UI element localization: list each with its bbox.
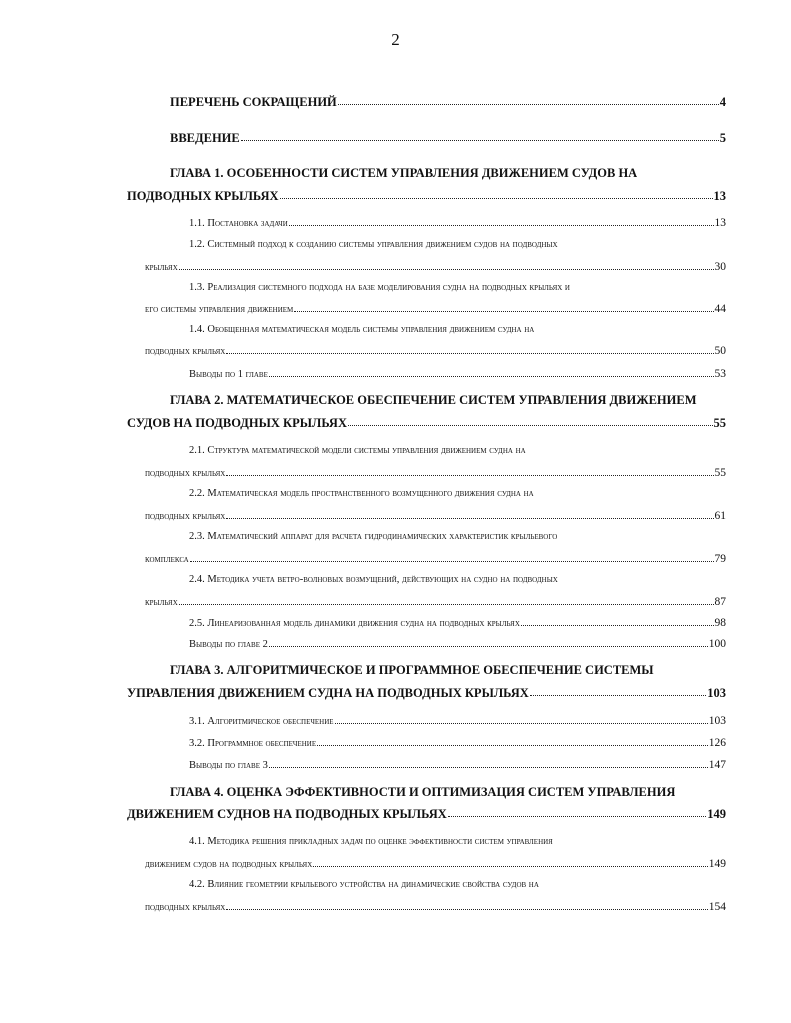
toc-entry-chapter-3-title: УПРАВЛЕНИЯ ДВИЖЕНИЕМ СУДНА НА ПОДВОДНЫХ КРЫЛЬЯХ: [127, 686, 529, 700]
dot-leader: [335, 713, 708, 724]
section-title-line1: 2.4. Методика учета ветро-волновых возмущений, действующих на судно на подводных: [189, 574, 558, 585]
toc-entry-chapter-4-page: 149: [707, 807, 726, 821]
section-title-line1: 2.3. Математический аппарат для расчета гидродинамических характеристик крыльевого: [189, 531, 558, 542]
dot-leader: [226, 343, 713, 354]
toc-entry-section-page: 149: [708, 858, 726, 870]
toc-entry-section-page: 98: [714, 617, 726, 629]
toc-entry-chapter-4-title: ДВИЖЕНИЕМ СУДНОВ НА ПОДВОДНЫХ КРЫЛЬЯХ: [127, 807, 447, 821]
toc-entry-abbreviations-title: ПЕРЕЧЕНЬ СОКРАЩЕНИЙ: [170, 95, 337, 109]
toc-entry-section[interactable]: [189, 713, 726, 729]
dot-leader: [226, 899, 707, 910]
toc-entry-introduction-title: ВВЕДЕНИЕ: [170, 131, 240, 145]
toc-entry-abbreviations-page: 4: [719, 95, 726, 109]
page-number: 2: [391, 30, 400, 49]
toc-entry-chapter-2[interactable]: [127, 415, 726, 431]
dot-leader: [317, 735, 708, 746]
toc-entry-section-title: движением судов на подводных крыльях: [145, 859, 313, 870]
toc-entry-section-title: крыльях: [145, 597, 178, 608]
section-title-line1: 2.1. Структура математической модели системы управления движением судна на: [189, 445, 526, 456]
toc-entry-section-title: 1.1. Постановка задачи: [189, 218, 288, 229]
toc-entry-section[interactable]: [189, 757, 726, 773]
toc-entry-section[interactable]: [145, 594, 726, 610]
toc-entry-section-page: 154: [708, 901, 726, 913]
toc-entry-section[interactable]: [145, 465, 726, 481]
dot-leader: [226, 465, 713, 476]
toc-entry-section-title: подводных крыльях: [145, 468, 226, 479]
dot-leader: [338, 94, 719, 105]
section-title-line1: 1.3. Реализация системного подхода на базе моделирования судна на подводных крыльях и: [189, 282, 570, 293]
dot-leader: [294, 301, 713, 312]
section-title-line1: 1.4. Обобщенная математическая модель системы управления движением судна на: [189, 324, 535, 335]
toc-entry-chapter-2-title: СУДОВ НА ПОДВОДНЫХ КРЫЛЬЯХ: [127, 416, 347, 430]
dot-leader: [241, 130, 719, 141]
toc-entry-section[interactable]: [145, 856, 726, 872]
toc-entry-section[interactable]: [189, 636, 726, 652]
toc-entry-chapter-4[interactable]: [127, 806, 726, 822]
toc-entry-section-page: 53: [714, 368, 726, 380]
toc-entry-introduction-page: 5: [719, 131, 726, 145]
chapter-heading-line1: ГЛАВА 2. МАТЕМАТИЧЕСКОЕ ОБЕСПЕЧЕНИЕ СИСТЕМ УПРАВЛЕНИЯ ДВИЖЕНИЕМ: [170, 393, 697, 407]
dot-leader: [280, 188, 713, 199]
dot-leader: [269, 366, 714, 377]
toc-entry-section[interactable]: [145, 259, 726, 275]
dot-leader: [448, 806, 706, 817]
toc-entry-section-title: 3.1. Алгоритмическое обеспечение: [189, 716, 334, 727]
toc-entry-section[interactable]: [189, 366, 726, 382]
toc-entry-section[interactable]: [145, 343, 726, 359]
toc-entry-chapter-1-title: ПОДВОДНЫХ КРЫЛЬЯХ: [127, 189, 279, 203]
dot-leader: [226, 508, 713, 519]
toc-entry-section[interactable]: [145, 551, 726, 567]
toc-entry-section-page: 79: [714, 553, 726, 565]
section-title-line1: 1.2. Системный подход к созданию системы управления движением судов на подводных: [189, 239, 558, 250]
toc-entry-section-page: 87: [714, 596, 726, 608]
toc-entry-section[interactable]: [189, 735, 726, 751]
dot-leader: [269, 636, 708, 647]
toc-entry-section-page: 61: [714, 510, 726, 522]
toc-entry-section-title: 2.5. Линеаризованная модель динамики движения судна на подводных крыльях: [189, 618, 520, 629]
toc-entry-section-title: Выводы по 1 главе: [189, 369, 268, 380]
dot-leader: [269, 757, 708, 768]
toc-entry-section-page: 100: [708, 638, 726, 650]
toc-entry-section-page: 44: [714, 303, 726, 315]
chapter-heading-line1: ГЛАВА 4. ОЦЕНКА ЭФФЕКТИВНОСТИ И ОПТИМИЗАЦИЯ СИСТЕМ УПРАВЛЕНИЯ: [170, 785, 676, 799]
section-title-line1: 4.2. Влияние геометрии крыльевого устройства на динамические свойства судов на: [189, 879, 539, 890]
toc-entry-introduction[interactable]: [170, 130, 726, 146]
toc-entry-section[interactable]: [189, 615, 726, 631]
dot-leader: [289, 215, 714, 226]
toc-entry-section-page: 55: [714, 467, 726, 479]
toc-entry-chapter-2-page: 55: [713, 416, 726, 430]
toc-entry-section-title: подводных крыльях: [145, 902, 226, 913]
dot-leader: [179, 594, 714, 605]
toc-entry-section[interactable]: [145, 899, 726, 915]
toc-entry-section-title: крыльях: [145, 262, 178, 273]
dot-leader: [179, 259, 714, 270]
section-title-line1: 4.1. Методика решения прикладных задач по оценке эффективности систем управления: [189, 836, 553, 847]
toc-entry-section-title: его системы управления движением: [145, 304, 294, 315]
toc-entry-section[interactable]: [145, 301, 726, 317]
toc-entry-section-title: 3.2. Программное обеспечение: [189, 738, 317, 749]
toc-entry-section-title: Выводы по главе 3: [189, 760, 268, 771]
toc-entry-section-page: 30: [714, 261, 726, 273]
toc-entry-section-page: 103: [708, 715, 726, 727]
dot-leader: [530, 685, 706, 696]
toc-entry-section-page: 50: [714, 345, 726, 357]
toc-entry-chapter-1[interactable]: [127, 188, 726, 204]
chapter-heading-line1: ГЛАВА 1. ОСОБЕННОСТИ СИСТЕМ УПРАВЛЕНИЯ ДВИЖЕНИЕМ СУДОВ НА: [170, 166, 638, 180]
toc-entry-section-title: комплекса: [145, 554, 189, 565]
dot-leader: [348, 415, 713, 426]
toc-entry-section-page: 13: [714, 217, 726, 229]
dot-leader: [313, 856, 707, 867]
toc-entry-section-page: 147: [708, 759, 726, 771]
chapter-heading-line1: ГЛАВА 3. АЛГОРИТМИЧЕСКОЕ И ПРОГРАММНОЕ ОБЕСПЕЧЕНИЕ СИСТЕМЫ: [170, 663, 654, 677]
toc-entry-section-title: подводных крыльях: [145, 511, 226, 522]
section-title-line1: 2.2. Математическая модель пространственного возмущенного движения судна на: [189, 488, 534, 499]
toc-entry-chapter-3[interactable]: [127, 685, 726, 701]
dot-leader: [190, 551, 714, 562]
toc-entry-section-page: 126: [708, 737, 726, 749]
toc-entry-section-title: подводных крыльях: [145, 346, 226, 357]
toc-entry-section[interactable]: [145, 508, 726, 524]
toc-entry-section[interactable]: [189, 215, 726, 231]
dot-leader: [521, 615, 714, 626]
toc-entry-abbreviations[interactable]: [170, 94, 726, 110]
toc-entry-chapter-1-page: 13: [713, 189, 726, 203]
toc-entry-chapter-3-page: 103: [707, 686, 726, 700]
toc-entry-section-title: Выводы по главе 2: [189, 639, 268, 650]
